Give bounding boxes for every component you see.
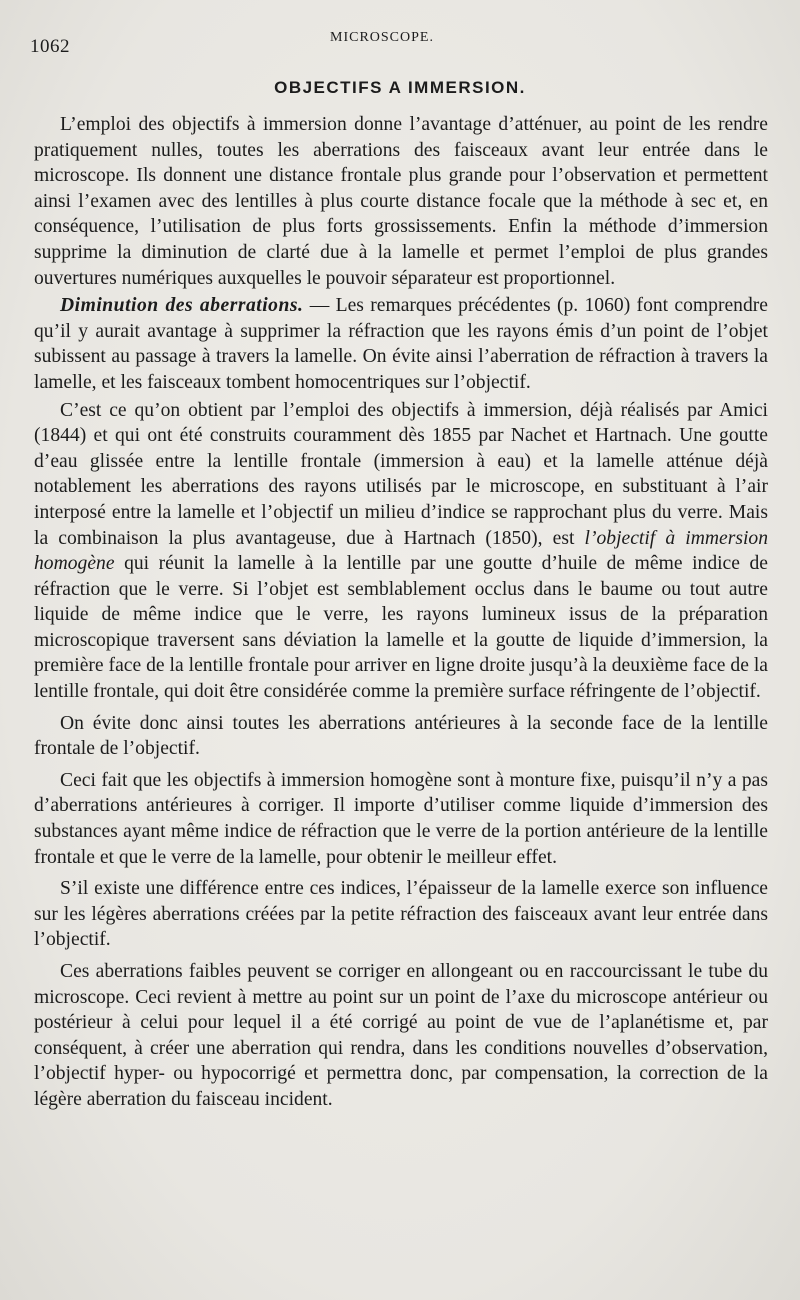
paragraph-tube-correction: Ces aberrations faibles peuvent se corriger en allongeant ou en raccourcissant le tube du microscope. Ceci revient à mettre au point sur un point de l’axe du microscope antérieur ou postérieur à celui pour lequel il a été corrigé au point de vue de l’aplanétisme et, par conséquent, à créer une aberration qui rendra, dans les conditions nouvelles d’observation, l’objectif hyper- ou hypocorrigé et permettra donc, par compensation, la correction de la légère aberration du faisceau incident. [34, 961, 768, 1110]
body-text [34, 112, 768, 1119]
page-number: 1062 [30, 36, 70, 57]
paragraph-aberrations-text: — Les remarques précédentes (p. 1060) font comprendre qu’il y aurait avantage à supprimer la réfraction que les rayons émis d’un point de l’objet subissent au passage à travers la lamelle. On évite ainsi l’aberration de réfraction à travers la lamelle, et les faisceaux tombent homocentriques sur l’objectif. [34, 295, 769, 393]
run-in-heading: Diminution des aberrations. [60, 295, 304, 317]
section-title: OBJECTIFS A IMMERSION. [274, 78, 526, 97]
paragraph-fixed-mount: Ceci fait que les objectifs à immersion homogène sont à monture fixe, puisqu’il n’y a pas d’aberrations antérieures à corriger. Il importe d’utiliser comme liquide d’immersion des substances ayant même indice de réfraction que le verre de la portion antérieure de la lentille frontale et que le verre de la lamelle, pour obtenir le meilleur effet. [34, 769, 768, 868]
running-head: MICROSCOPE. [330, 30, 434, 45]
page-header [30, 28, 770, 58]
paragraph-immersion-history-b: qui réunit la lamelle à la lentille par une goutte d’huile de même indice de réfraction que le verre. Si l’objet est semblablement occlus dans le baume ou tout autre liquide de même indice que le verre, les rayons lumineux issus de la préparation microscopique traversent sans déviation la lamelle et la goutte de liquide d’immersion, la première face de la lentille frontale pour arriver en ligne droite jusqu’à la deuxième face de la lentille frontale, qui doit être considérée comme la première surface réfringente de l’objectif. [34, 553, 768, 703]
paragraph-immersion-history [34, 398, 768, 705]
paragraph-aberrations [34, 293, 768, 395]
paragraph-avoid-aberrations: On évite donc ainsi toutes les aberrations antérieures à la seconde face de la lentille frontale de l’objectif. [34, 712, 768, 760]
paragraph-intro: L’emploi des objectifs à immersion donne l’avantage d’atténuer, au point de les rendre pratiquement nulles, toutes les aberrations des faisceaux avant leur entrée dans le microscope. Ils donnent une distance frontale plus grande pour l’observation et permettent ainsi l’examen avec des lentilles à plus courte distance focale que la méthode à sec et, en conséquence, l’utilisation de plus forts grossissements. Enfin la méthode d’immersion supprime la diminution de clarté due à la lamelle et permet l’emploi de plus grandes ouvertures numériques auxquelles le pouvoir séparateur est proportionnel. [34, 114, 768, 289]
paragraph-index-difference: S’il existe une différence entre ces indices, l’épaisseur de la lamelle exerce son influence sur les légères aberrations créées par la petite réfraction des faisceaux avant leur entrée dans l’objectif. [34, 878, 768, 951]
paragraph-immersion-history-a: C’est ce qu’on obtient par l’emploi des objectifs à immersion, déjà réalisés par Amici (1844) et qui ont été construits couramment dès 1855 par Nachet et Hartnach. Une goutte d’eau glissée entre la lentille frontale (immersion à eau) et la lamelle atténue déjà notablement les aberrations des rayons utilisés par le microscope, en substituant à l’air interposé entre la lamelle et l’objectif un milieu d’indice se rapprochant plus du verre. Mais la combinaison la plus avantageuse, due à Hartnach (1850), est [34, 399, 768, 549]
emphasis-homogeneous-immersion: l’objectif à immersion homogène [34, 527, 768, 575]
